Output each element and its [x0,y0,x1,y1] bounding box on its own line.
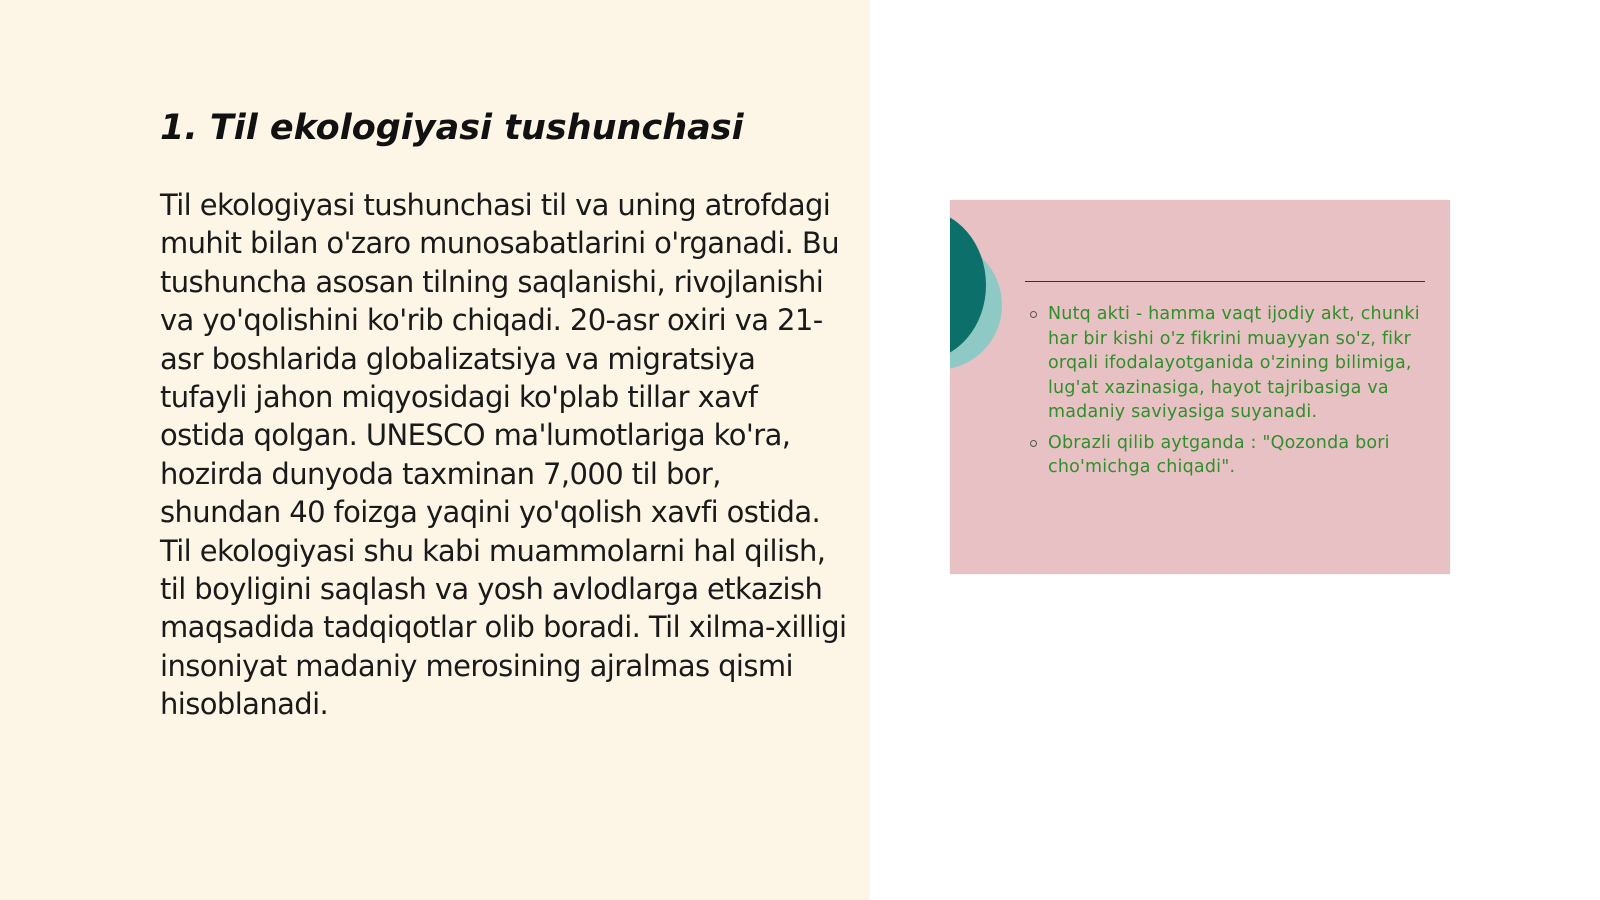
circle-bullet-icon [1030,311,1037,318]
embedded-slide-image [950,200,1450,574]
card-bullet-list [1030,302,1425,486]
bullet-text: Nutq akti - hamma vaqt ijodiy akt, chunki har bir kishi o'z fikrini muayyan so'z, fikr orqali ifodalayotganida o'zining bilimiga, lug'at xazinasiga, hayot tajribasiga va madaniy saviyasiga suyanadi. [1048,304,1420,422]
slide-body-text: Til ekologiyasi tushunchasi til va uning atrofdagi muhit bilan o'zaro munosabatlarini o'rganadi. Bu tushuncha asosan tilning saqlanishi, rivojlanishi va yo'qolishini ko'rib chiqadi. 20-asr oxiri va 21-asr boshlarida globalizatsiya va migratsiya tufayli jahon miqyosidagi ko'plab tillar xavf ostida qolgan. UNESCO ma'lumotlariga ko'ra, hozirda dunyoda taxminan 7,000 til bor, shundan 40 foizga yaqini yo'qolish xavfi ostida. Til ekologiyasi shu kabi muammolarni hal qilish, til boyligini saqlash va yosh avlodlarga etkazish maqsadida tadqiqotlar olib boradi. Til xilma-xilligi insoniyat madaniy merosining ajralmas qismi hisoblanadi. [160,188,847,722]
list-item [1030,431,1425,480]
slide-title: 1. Til ekologiyasi tushunchasi [160,108,744,148]
list-item [1030,302,1425,425]
circle-bullet-icon [1030,440,1037,447]
card-divider-line [1025,281,1425,282]
bullet-text: Obrazli qilib aytganda : "Qozonda bori cho'michga chiqadi". [1048,432,1390,477]
